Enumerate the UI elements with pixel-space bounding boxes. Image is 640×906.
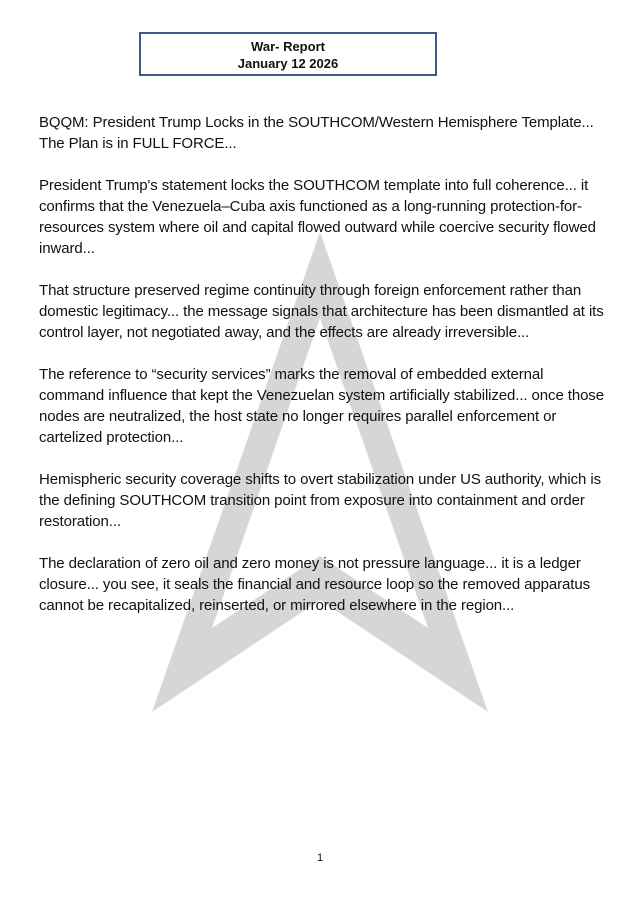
paragraph-2: President Trump's statement locks the SOUTHCOM template into full coherence... it confirms that the Venezuela–Cuba axis functioned as a long-running protection-for-resources system where oil and capital flowed outward while coercive security flowed inward...: [39, 177, 596, 257]
page-number: 1: [316, 852, 324, 864]
report-header-box: [139, 32, 437, 76]
report-date: January 12 2026: [237, 56, 339, 71]
report-title: War- Report: [251, 39, 325, 54]
paragraph-5: Hemispheric security coverage shifts to overt stabilization under US authority, which is the defining SOUTHCOM transition point from exposure into containment and order restoration...: [39, 471, 601, 530]
paragraph-1: BQQM: President Trump Locks in the SOUTHCOM/Western Hemisphere Template... The Plan is in FULL FORCE...: [39, 114, 594, 152]
paragraph-4: The reference to “security services” marks the removal of embedded external command influence that kept the Venezuelan system artificially stabilized... once those nodes are neutralized, the host state no longer requires parallel enforcement or cartelized protection...: [39, 366, 604, 446]
report-body: [39, 112, 605, 637]
paragraph-3: That structure preserved regime continuity through foreign enforcement rather than domestic legitimacy... the message signals that architecture has been dismantled at its control layer, not negotiated away, and the effects are already irreversible...: [39, 282, 604, 341]
paragraph-6: The declaration of zero oil and zero money is not pressure language... it is a ledger closure... you see, it seals the financial and resource loop so the removed apparatus cannot be recapitalized, reinserted, or mirrored elsewhere in the region...: [39, 555, 590, 614]
